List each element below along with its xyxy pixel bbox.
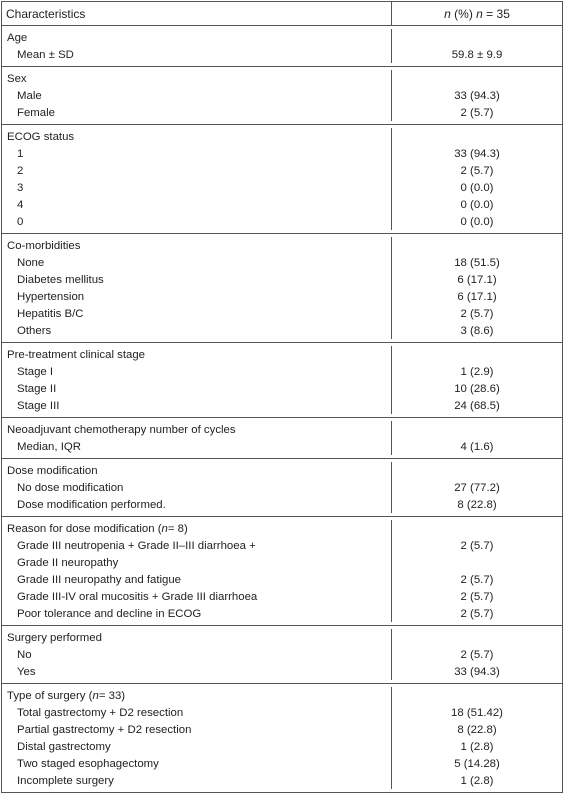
table-row (2, 721, 562, 738)
row-value: 1 (2.8) (460, 774, 494, 787)
row-label: Mean ± SD (2, 46, 392, 63)
row-label: Poor tolerance and decline in ECOG (2, 605, 392, 622)
table-row (2, 438, 562, 458)
row-value: 27 (77.2) (454, 481, 500, 494)
row-value: 1 (2.9) (460, 365, 494, 378)
row-label: Grade III neuropathy and fatigue (2, 571, 392, 588)
row-label: None (2, 254, 392, 271)
table-row (2, 196, 562, 213)
row-label: Median, IQR (2, 438, 392, 455)
table-section (2, 684, 562, 792)
row-value: 18 (51.42) (451, 706, 503, 719)
section-title: Neoadjuvant chemotherapy number of cycles (2, 421, 392, 438)
table-section (2, 459, 562, 517)
row-label: Female (2, 104, 392, 121)
table-section (2, 626, 562, 684)
row-value: 33 (94.3) (454, 89, 500, 102)
section-title: Surgery performed (2, 629, 392, 646)
table-row (2, 755, 562, 772)
row-label: Hepatitis B/C (2, 305, 392, 322)
section-title: Dose modification (2, 462, 392, 479)
row-label: Dose modification performed. (2, 496, 392, 513)
table-row (2, 271, 562, 288)
row-label: Others (2, 322, 392, 339)
row-value: 4 (1.6) (460, 440, 494, 453)
table-section (2, 67, 562, 125)
table-row (2, 537, 562, 554)
row-label: 4 (2, 196, 392, 213)
row-value: 6 (17.1) (457, 290, 497, 303)
table-row (2, 213, 562, 233)
row-label: Male (2, 87, 392, 104)
table-row (2, 322, 562, 342)
row-value: 6 (17.1) (457, 273, 497, 286)
row-label: Incomplete surgery (2, 772, 392, 789)
section-title-row (2, 26, 562, 46)
row-value: 59.8 ± 9.9 (451, 48, 503, 61)
table-row (2, 479, 562, 496)
row-label: Grade III neutropenia + Grade II–III diarrhoea + (2, 537, 392, 554)
row-value: 33 (94.3) (454, 665, 500, 678)
table-body (2, 26, 562, 792)
table-row (2, 305, 562, 322)
header-characteristics: Characteristics (2, 2, 392, 25)
table-row (2, 104, 562, 124)
section-title-row (2, 684, 562, 704)
row-value: 3 (8.6) (460, 324, 494, 337)
table-row (2, 46, 562, 66)
row-label: Stage II (2, 380, 392, 397)
row-value: 33 (94.3) (454, 147, 500, 160)
row-label: No dose modification (2, 479, 392, 496)
table-row (2, 496, 562, 516)
table-row (2, 605, 562, 625)
table-section (2, 125, 562, 234)
row-label: Yes (2, 663, 392, 680)
table-row (2, 554, 562, 571)
row-value: 2 (5.7) (460, 307, 494, 320)
section-title-row (2, 626, 562, 646)
section-title-row (2, 459, 562, 479)
section-title: Pre-treatment clinical stage (2, 346, 392, 363)
section-title-row (2, 125, 562, 145)
table-row (2, 179, 562, 196)
row-label: Total gastrectomy + D2 resection (2, 704, 392, 721)
header-value: n (%) n = 35 (444, 6, 510, 21)
table-row (2, 704, 562, 721)
row-label: 3 (2, 179, 392, 196)
table-row (2, 162, 562, 179)
row-value: 2 (5.7) (460, 607, 494, 620)
table-row (2, 646, 562, 663)
table-row (2, 363, 562, 380)
section-title: Co-morbidities (2, 237, 392, 254)
section-title-row (2, 67, 562, 87)
table-row (2, 571, 562, 588)
section-title-row (2, 418, 562, 438)
row-label: 2 (2, 162, 392, 179)
row-label: Grade II neuropathy (2, 554, 392, 571)
row-value: 24 (68.5) (454, 399, 500, 412)
table-row (2, 254, 562, 271)
row-value: 2 (5.7) (460, 106, 494, 119)
table-row (2, 87, 562, 104)
section-title: Reason for dose modification ( n = 8) (2, 520, 392, 537)
table-header (2, 2, 562, 26)
row-label: Two staged esophagectomy (2, 755, 392, 772)
section-title: Type of surgery ( n = 33) (2, 687, 392, 704)
row-value: 1 (2.8) (460, 740, 494, 753)
row-value: 8 (22.8) (457, 498, 497, 511)
table-row (2, 380, 562, 397)
table-row (2, 145, 562, 162)
table-section (2, 234, 562, 343)
row-value: 8 (22.8) (457, 723, 497, 736)
table-row (2, 288, 562, 305)
row-label: Partial gastrectomy + D2 resection (2, 721, 392, 738)
row-label: 0 (2, 213, 392, 230)
row-value: 2 (5.7) (460, 648, 494, 661)
section-title: Age (2, 29, 392, 46)
row-label: Grade III-IV oral mucositis + Grade III diarrhoea (2, 588, 392, 605)
row-value: 2 (5.7) (460, 590, 494, 603)
row-value: 0 (0.0) (460, 215, 494, 228)
row-value: 5 (14.28) (454, 757, 500, 770)
row-label: Distal gastrectomy (2, 738, 392, 755)
table-section (2, 517, 562, 626)
row-value: 10 (28.6) (454, 382, 500, 395)
row-value: 2 (5.7) (460, 573, 494, 586)
row-value: 0 (0.0) (460, 198, 494, 211)
section-title-row (2, 343, 562, 363)
table-row (2, 738, 562, 755)
row-label: Stage I (2, 363, 392, 380)
section-title-row (2, 234, 562, 254)
row-label: No (2, 646, 392, 663)
table-section (2, 343, 562, 418)
section-title-row (2, 517, 562, 537)
row-label: Stage III (2, 397, 392, 414)
row-label: Diabetes mellitus (2, 271, 392, 288)
table-row (2, 588, 562, 605)
table-section (2, 26, 562, 67)
row-label: Hypertension (2, 288, 392, 305)
row-value: 0 (0.0) (460, 181, 494, 194)
table-section (2, 418, 562, 459)
row-value: 2 (5.7) (460, 539, 494, 552)
row-value: 18 (51.5) (454, 256, 500, 269)
section-title: Sex (2, 70, 392, 87)
row-label: 1 (2, 145, 392, 162)
row-value: 2 (5.7) (460, 164, 494, 177)
table-row (2, 663, 562, 683)
table-row (2, 772, 562, 792)
section-title: ECOG status (2, 128, 392, 145)
table-row (2, 397, 562, 417)
characteristics-table (1, 1, 563, 793)
